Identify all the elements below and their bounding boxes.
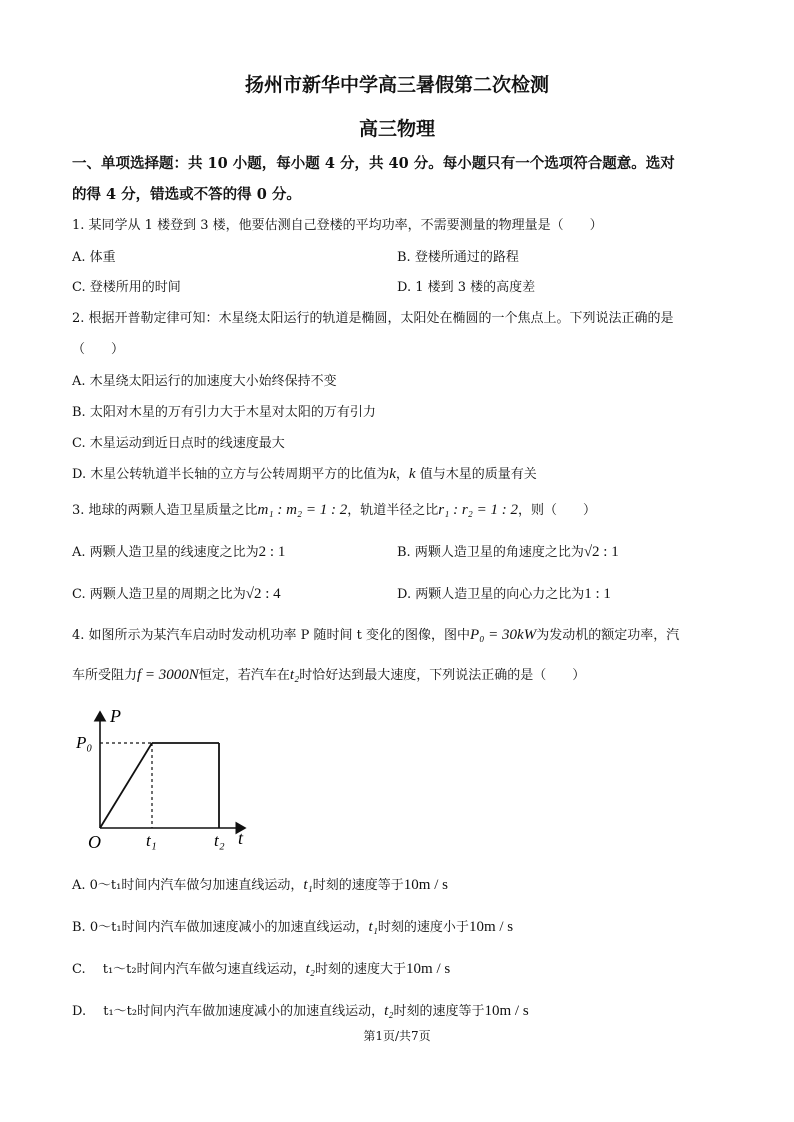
q4-option-d-value: 10m / s [484, 1003, 529, 1019]
q4-option-c-value: 10m / s [406, 961, 451, 977]
q3-stem-text: 3. 地球的两颗人造卫星质量之比 [72, 503, 258, 518]
q4-option-a [72, 874, 448, 894]
q3-option-b [397, 541, 619, 561]
q2-option-a: A. 木星绕太阳运行的加速度大小始终保持不变 [72, 374, 337, 389]
q2-option-c: C. 木星运动到近日点时的线速度最大 [72, 436, 285, 451]
q4-stem-line1 [72, 624, 679, 644]
q4-option-b-mid: 时刻的速度小于 [377, 920, 469, 935]
t1-label: t₁ [146, 831, 157, 850]
power-time-graph [70, 700, 260, 860]
q4-stem-line2-text: 车所受阻力 [72, 668, 138, 683]
q3-stem-mid: ，轨道半径之比 [347, 503, 439, 518]
q2-k-symbol: k [389, 466, 396, 482]
q3-option-a-text: A. 两颗人造卫星的线速度之比为 [72, 545, 259, 560]
q3-option-a [72, 541, 285, 561]
section-heading-line1: 一、单项选择题：共 10 小题，每小题 4 分，共 40 分。每小题只有一个选项符合题意。选对 [72, 155, 675, 172]
q3-option-d-text: D. 两颗人造卫星的向心力之比为 [397, 587, 585, 602]
section-heading-line2: 的得 4 分，错选或不答的得 0 分。 [72, 186, 301, 203]
q2-option-d [72, 463, 537, 483]
q2-k-symbol-2: k [408, 466, 416, 482]
q4-stem-line2-tail: 时恰好达到最大速度，下列说法正确的是（ ） [299, 668, 586, 683]
q2-option-d-tail: 值与木星的质量有关 [415, 467, 537, 482]
q3-radius-ratio: r₁ : r₂ = 1 : 2 [438, 502, 518, 518]
q3-option-b-value: √2 : 1 [583, 544, 619, 560]
q2-option-d-text: D. 木星公转轨道半长轴的立方与公转周期平方的比值为 [72, 467, 390, 482]
q3-option-d-value: 1 : 1 [584, 586, 611, 602]
q3-option-c [72, 583, 281, 603]
q1-stem: 1. 某同学从 1 楼登到 3 楼，他要估测自己登楼的平均功率，不需要测量的物理量是（ ） [72, 218, 603, 233]
q4-option-d-mid: 时刻的速度等于 [393, 1004, 485, 1019]
q4-option-d-time: t₂ [384, 1003, 394, 1019]
q4-option-a-mid: 时刻的速度等于 [312, 878, 404, 893]
q4-p0-value: P₀ = 30kW [470, 627, 537, 643]
q4-option-b [72, 916, 513, 936]
q3-mass-ratio: m₁ : m₂ = 1 : 2 [257, 502, 348, 518]
q4-option-a-value: 10m / s [403, 877, 448, 893]
q1-option-d: D. 1 楼到 3 楼的高度差 [397, 280, 536, 295]
q4-stem-line2-mid: 恒定，若汽车在 [198, 668, 290, 683]
page-number: 第1页/共7页 [363, 1029, 431, 1043]
q4-option-c [72, 958, 450, 978]
q4-option-c-text: C. t₁～t₂时间内汽车做匀速直线运动， [72, 962, 306, 977]
q3-option-c-text: C. 两颗人造卫星的周期之比为 [72, 587, 246, 602]
q1-option-a: A. 体重 [72, 250, 116, 265]
q4-option-c-time: t₂ [305, 961, 316, 977]
q3-option-c-value: √2 : 4 [245, 586, 281, 602]
q4-stem-line1-tail: 为发动机的额定功率，汽 [536, 628, 680, 643]
q3-option-d [397, 583, 611, 603]
q2-stem: 2. 根据开普勒定律可知：木星绕太阳运行的轨道是椭圆，太阳处在椭圆的一个焦点上。下列说法正确的是 [72, 311, 674, 326]
q4-option-c-mid: 时刻的速度大于 [315, 962, 407, 977]
origin-label: O [88, 832, 101, 852]
q2-option-b: B. 太阳对木星的万有引力大于木星对太阳的万有引力 [72, 405, 376, 420]
q3-stem-tail: ，则（ ） [518, 503, 597, 518]
q3-stem [72, 499, 596, 519]
q4-option-b-text: B. 0～t₁时间内汽车做加速度减小的加速直线运动， [72, 920, 369, 935]
q3-option-b-text: B. 两颗人造卫星的角速度之比为 [397, 545, 584, 560]
q4-option-a-time: t₁ [303, 877, 313, 893]
y-axis-label: P [110, 706, 121, 726]
q2-stem-bracket: （ ） [72, 342, 125, 357]
q1-option-b: B. 登楼所通过的路程 [397, 250, 519, 265]
q4-option-d [72, 1000, 529, 1020]
exam-subject: 高三物理 [358, 118, 435, 140]
x-axis-label: t [238, 828, 244, 848]
q3-option-a-value: 2 : 1 [258, 544, 286, 560]
q1-option-c: C. 登楼所用的时间 [72, 280, 181, 295]
exam-title: 扬州市新华中学高三暑假第二次检测 [244, 74, 549, 96]
q4-f-value: f = 3000N [137, 667, 199, 683]
q4-option-a-text: A. 0～t₁时间内汽车做匀加速直线运动， [72, 878, 304, 893]
t2-label: t₂ [214, 831, 225, 850]
q4-option-b-value: 10m / s [468, 919, 514, 935]
q2-option-d-comma: ， [395, 467, 409, 482]
q4-stem-text: 4. 如图所示为某汽车启动时发动机功率 P 随时间 t 变化的图像，图中 [72, 628, 471, 643]
q4-option-d-text: D. t₁～t₂时间内汽车做加速度减小的加速直线运动， [72, 1004, 385, 1019]
q4-option-b-time: t₁ [368, 919, 378, 935]
q4-stem-line2 [72, 664, 585, 684]
q4-t2-symbol: t₂ [289, 667, 300, 683]
p0-label: P₀ [76, 733, 93, 752]
ramp-line [100, 743, 152, 828]
